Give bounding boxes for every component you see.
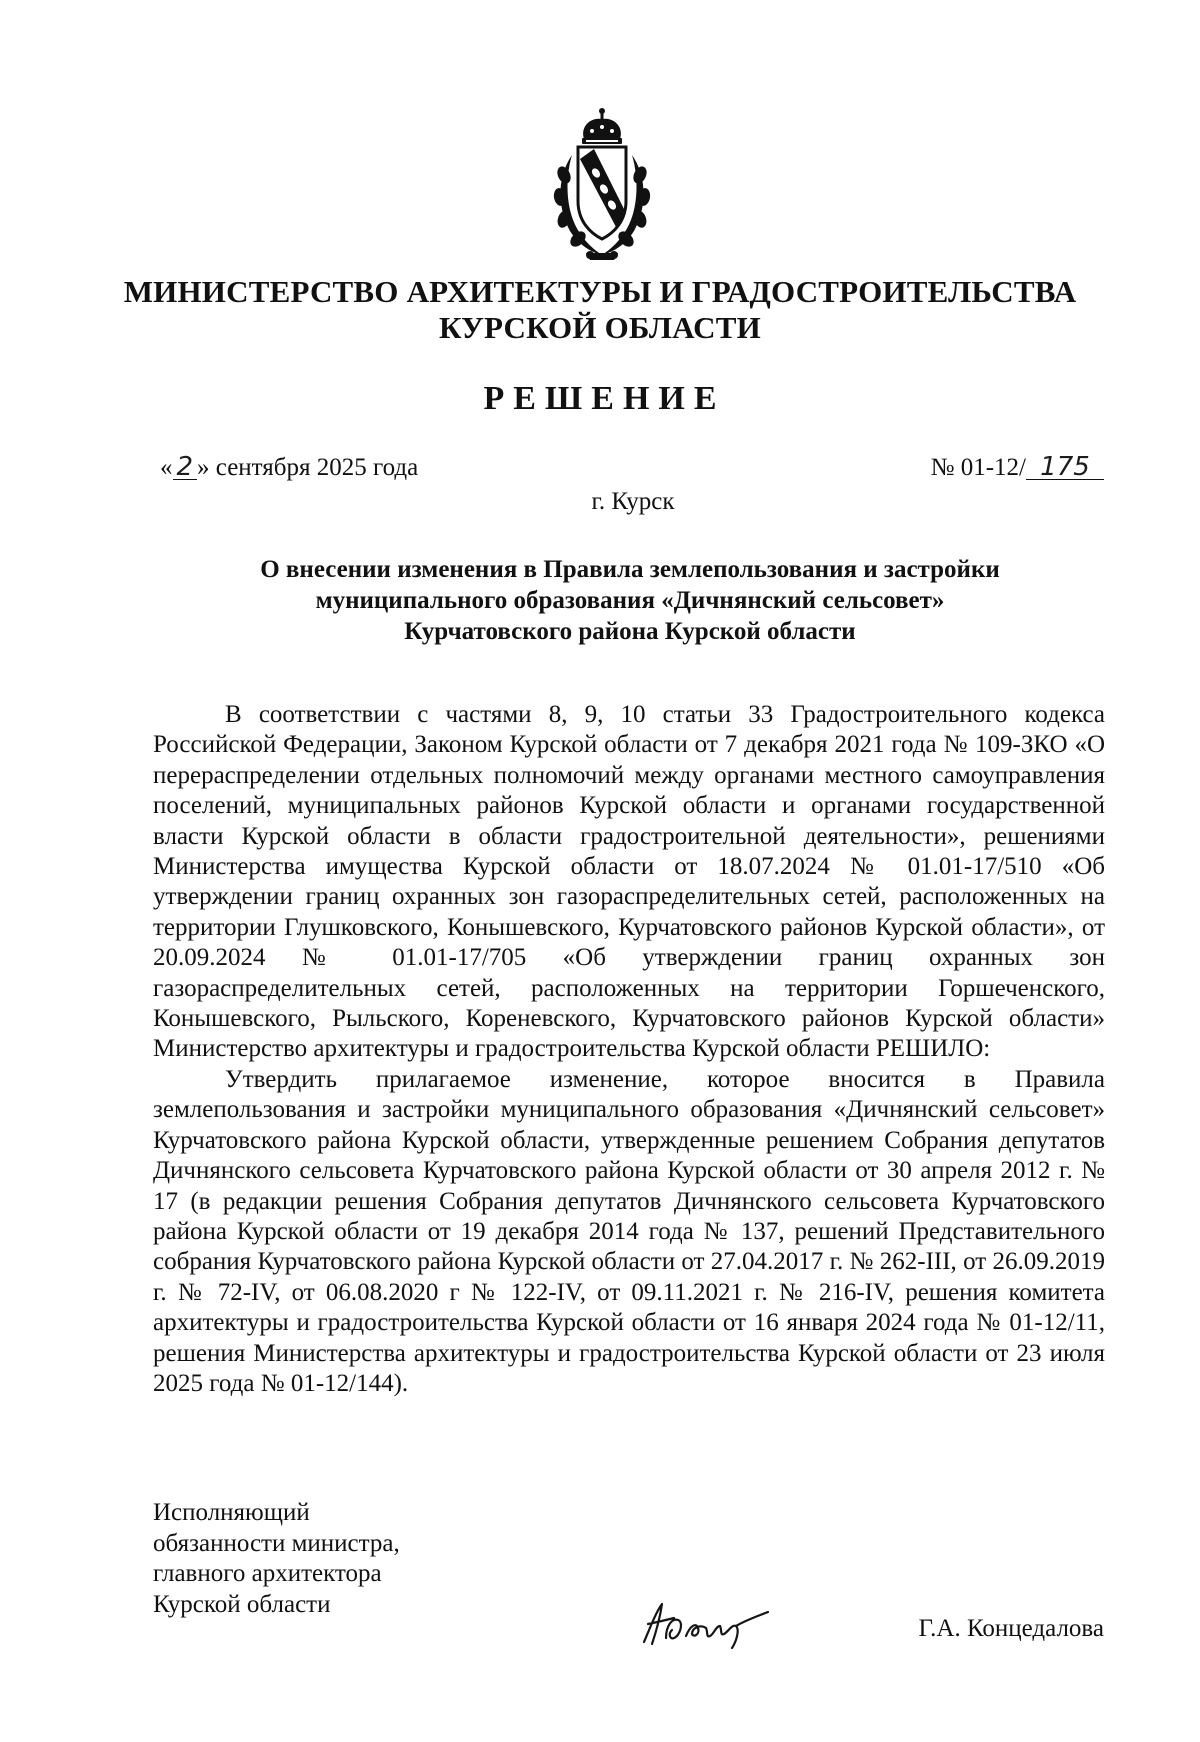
document-date	[160, 454, 418, 482]
document-type-title: РЕШЕНИЕ	[483, 380, 726, 417]
subject-line-2: муниципального образования «Дичнянский сельсовет»	[315, 587, 945, 614]
document-number-prefix: № 01-12/	[930, 454, 1026, 481]
signatory-position-line-3: главного архитектора	[153, 1560, 382, 1587]
ministry-name	[100, 274, 1100, 346]
body-paragraph-resolution: Утвердить прилагаемое изменение, которое вносится в Правила землепользования и застройки муниципального образования «Дичнянский сельсовет» Курчатовского района Курской области, утвержденные решением Собрания депутатов Дичнянского сельсовета Курчатовского района Курской области от 30 апреля 2012 г. № 17 (в редакции решения Собрания депутатов Дичнянского сельсовета Курчатовского района Курской области от 19 декабря 2014 года № 137, решений Представительного собрания Курчатовского района Курской области от 27.04.2017 г. № 262-III, от 26.09.2019 г. № 72-IV, от 06.08.2020 г № 122-IV, от 09.11.2021 г. № 216-IV, решения комитета архитектуры и градостроительства Курской области от 16 января 2024 года № 01-12/11, решения Министерства архитектуры и градостроительства Курской области от 23 июля 2025 года № 01-12/144).	[153, 1065, 1105, 1397]
date-day-handwritten: 2	[173, 455, 198, 480]
subject-line-1: О внесении изменения в Правила землепользования и застройки	[260, 556, 1000, 583]
document-body	[153, 700, 1105, 1399]
document-number-handwritten: 175	[1026, 455, 1104, 480]
subject-line-3: Курчатовского района Курской области	[404, 618, 856, 645]
body-paragraph-preamble: В соответствии с частями 8, 9, 10 статьи 33 Градостроительного кодекса Российской Федерации, Законом Курской области от 7 декабря 2021 года № 109-ЗКО «О перераспределении отдельных полномочий между органами местного самоуправления поселений, муниципальных районов Курской области и органами государственной власти Курской области в области градостроительной деятельности», решениями Министерства имущества Курской области от 18.07.2024 № 01.01-17/510 «Об утверждении границ охранных зон газораспределительных сетей, расположенных на территории Глушковского, Конышевского, Курчатовского районов Курской области», от 20.09.2024 № 01.01-17/705 «Об утверждении границ охранных зон газораспределительных сетей, расположенных на территории Горшеченского, Конышевского, Рыльского, Кореневского, Курчатовского районов Курской области» Министерство архитектуры и градостроительства Курской области РЕШИЛО:	[153, 701, 1105, 1063]
date-month-year: » сентября 2025 года	[197, 454, 419, 481]
signatory-position	[153, 1498, 400, 1620]
ministry-name-line-1: МИНИСТЕРСТВО АРХИТЕКТУРЫ И ГРАДОСТРОИТЕЛЬСТВА	[123, 274, 1077, 309]
ministry-name-line-2: КУРСКОЙ ОБЛАСТИ	[439, 310, 761, 345]
document-number	[931, 454, 1104, 482]
date-open-quote: «	[160, 454, 173, 481]
document-subject	[150, 554, 1110, 647]
signatory-name: Г.А. Концедалова	[918, 1615, 1104, 1642]
kursk-region-coat-of-arms-icon	[550, 105, 654, 261]
signatory-position-line-2: обязанности министра,	[153, 1529, 400, 1557]
signatory-position-line-4: Курской области	[153, 1590, 331, 1618]
handwritten-signature	[636, 1598, 776, 1650]
document-city: г. Курск	[591, 488, 675, 515]
signatory-position-line-1: Исполняющий	[153, 1499, 310, 1526]
